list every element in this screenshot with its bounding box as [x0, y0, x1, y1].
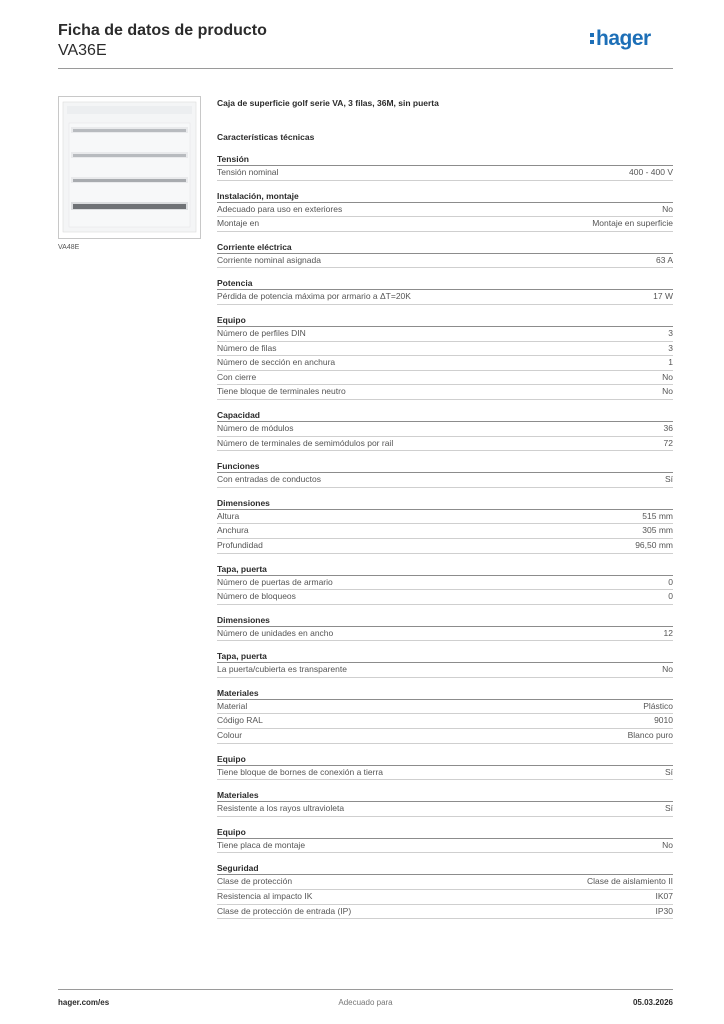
spec-row	[217, 166, 673, 181]
spec-group	[217, 753, 673, 781]
spec-value: 1	[668, 357, 673, 368]
spec-row	[217, 385, 673, 400]
spec-value: 63 A	[655, 254, 673, 265]
spec-group	[217, 650, 673, 678]
spec-label: Código RAL	[217, 715, 263, 726]
spec-group	[217, 614, 673, 642]
hager-logo	[589, 27, 673, 53]
spec-row	[217, 327, 673, 342]
spec-group-title: Instalación, montaje	[217, 190, 673, 203]
spec-label: Tiene bloque de terminales neutro	[217, 386, 346, 397]
spec-row	[217, 663, 673, 678]
spec-row	[217, 290, 673, 305]
spec-row	[217, 875, 673, 890]
spec-label: Altura	[217, 510, 240, 521]
footer-note: Adecuado para	[338, 998, 393, 1007]
spec-value: 36	[663, 422, 673, 433]
technical-heading: Características técnicas	[217, 132, 315, 142]
spec-value: 515 mm	[642, 510, 673, 521]
spec-value: 9010	[654, 715, 673, 726]
spec-label: Número de bloqueos	[217, 591, 296, 602]
spec-group-title: Potencia	[217, 277, 673, 290]
spec-group	[217, 153, 673, 181]
spec-label: Montaje en	[217, 218, 260, 229]
spec-group-title: Materiales	[217, 789, 673, 802]
spec-row	[217, 203, 673, 218]
spec-label: Con cierre	[217, 371, 257, 382]
spec-value: 17 W	[653, 291, 673, 302]
spec-group-title: Tapa, puerta	[217, 563, 673, 576]
spec-value: No	[662, 839, 673, 850]
spec-value: 72	[663, 437, 673, 448]
spec-value: Sí	[664, 474, 673, 485]
document-title: Ficha de datos de producto	[58, 22, 267, 39]
spec-row	[217, 729, 673, 744]
spec-group-title: Dimensiones	[217, 614, 673, 627]
spec-row	[217, 714, 673, 729]
spec-label: Pérdida de potencia máxima por armario a ΔT=20K	[217, 291, 411, 302]
spec-value: 0	[668, 576, 673, 587]
spec-label: Corriente nominal asignada	[217, 254, 321, 265]
spec-label: Resistente a los rayos ultravioleta	[217, 803, 345, 814]
spec-row	[217, 524, 673, 539]
spec-row	[217, 700, 673, 715]
spec-group-title: Materiales	[217, 687, 673, 700]
logo-wordmark: hager	[596, 27, 651, 50]
logo-dot-bottom	[590, 40, 594, 44]
spec-label: Número de módulos	[217, 422, 294, 433]
spec-value: 305 mm	[642, 525, 673, 536]
spec-row	[217, 510, 673, 525]
din-rail-3	[71, 177, 188, 183]
spec-group-title: Dimensiones	[217, 497, 673, 510]
spec-value: Sí	[664, 766, 673, 777]
spec-group-title: Seguridad	[217, 862, 673, 875]
product-image	[58, 96, 201, 239]
enclosure-illustration	[59, 97, 200, 238]
page-header	[58, 21, 673, 61]
specifications	[217, 96, 673, 919]
spec-value: 12	[663, 627, 673, 638]
spec-row	[217, 371, 673, 386]
spec-group	[217, 563, 673, 605]
spec-row	[217, 590, 673, 605]
spec-value: No	[662, 386, 673, 397]
spec-group-title: Corriente eléctrica	[217, 241, 673, 254]
spec-value: Sí	[664, 803, 673, 814]
spec-label: Anchura	[217, 525, 249, 536]
product-description: Caja de superficie golf serie VA, 3 filas, 36M, sin puerta	[217, 98, 439, 108]
image-caption: VA48E	[58, 244, 80, 251]
spec-row	[217, 437, 673, 452]
spec-group	[217, 826, 673, 854]
spec-row	[217, 422, 673, 437]
spec-group-title: Tensión	[217, 153, 673, 166]
spec-group	[217, 314, 673, 400]
spec-row	[217, 217, 673, 232]
spec-row	[217, 766, 673, 781]
spec-value: 0	[668, 591, 673, 602]
spec-group	[217, 409, 673, 451]
spec-value: Montaje en superficie	[592, 218, 673, 229]
product-code: VA36E	[58, 42, 107, 59]
spec-row	[217, 576, 673, 591]
spec-label: Número de filas	[217, 342, 277, 353]
spec-group	[217, 687, 673, 744]
spec-group-title: Capacidad	[217, 409, 673, 422]
footer-date: 05.03.2026	[632, 998, 673, 1007]
spec-label: Clase de protección	[217, 876, 293, 887]
spec-label: La puerta/cubierta es transparente	[217, 664, 347, 675]
footer-divider	[58, 989, 673, 990]
spec-value: Blanco puro	[627, 730, 673, 741]
spec-value: No	[662, 203, 673, 214]
spec-label: Clase de protección de entrada (IP)	[217, 905, 352, 916]
spec-group-title: Equipo	[217, 826, 673, 839]
spec-label: Número de puertas de armario	[217, 576, 333, 587]
spec-label: Colour	[217, 730, 243, 741]
din-rail-1	[71, 127, 188, 133]
din-rail-4	[71, 202, 188, 210]
spec-value: IP30	[655, 905, 673, 916]
spec-label: Número de sección en anchura	[217, 357, 336, 368]
spec-label: Profundidad	[217, 539, 263, 550]
spec-label: Número de perfiles DIN	[217, 327, 306, 338]
spec-group-title: Equipo	[217, 314, 673, 327]
spec-value: Clase de aislamiento II	[587, 876, 673, 887]
spec-row	[217, 254, 673, 269]
spec-row	[217, 342, 673, 357]
din-rail-2	[71, 152, 188, 158]
spec-value: 3	[668, 342, 673, 353]
spec-row	[217, 802, 673, 817]
spec-row	[217, 890, 673, 905]
spec-value: No	[662, 664, 673, 675]
spec-group	[217, 460, 673, 488]
spec-group-title: Funciones	[217, 460, 673, 473]
spec-label: Con entradas de conductos	[217, 474, 321, 485]
spec-value: 96,50 mm	[635, 539, 673, 550]
spec-value: 3	[668, 327, 673, 338]
spec-group-title: Tapa, puerta	[217, 650, 673, 663]
spec-label: Tiene placa de montaje	[217, 839, 306, 850]
spec-label: Tiene bloque de bornes de conexión a tierra	[217, 766, 384, 777]
spec-label: Resistencia al impacto IK	[217, 891, 313, 902]
spec-groups	[217, 153, 673, 919]
spec-label: Número de terminales de semimódulos por rail	[217, 437, 394, 448]
spec-value: 400 - 400 V	[629, 167, 673, 177]
spec-value: No	[662, 371, 673, 382]
spec-label: Adecuado para uso en exteriores	[217, 203, 343, 214]
spec-value: IK07	[655, 891, 673, 902]
header-divider	[58, 68, 673, 69]
logo-dot-top	[590, 33, 594, 37]
spec-row	[217, 473, 673, 488]
spec-group	[217, 241, 673, 269]
spec-group	[217, 497, 673, 554]
spec-row	[217, 356, 673, 371]
spec-row	[217, 905, 673, 920]
spec-group	[217, 277, 673, 305]
spec-label: Material	[217, 700, 248, 711]
spec-label: Tensión nominal	[217, 167, 279, 177]
spec-group-title: Equipo	[217, 753, 673, 766]
spec-row	[217, 539, 673, 554]
spec-row	[217, 627, 673, 642]
spec-group	[217, 789, 673, 817]
spec-label: Número de unidades en ancho	[217, 627, 334, 638]
spec-value: Plástico	[643, 700, 673, 711]
footer-website[interactable]: hager.com/es	[58, 998, 110, 1007]
spec-group	[217, 862, 673, 919]
spec-group	[217, 190, 673, 232]
spec-row	[217, 839, 673, 854]
